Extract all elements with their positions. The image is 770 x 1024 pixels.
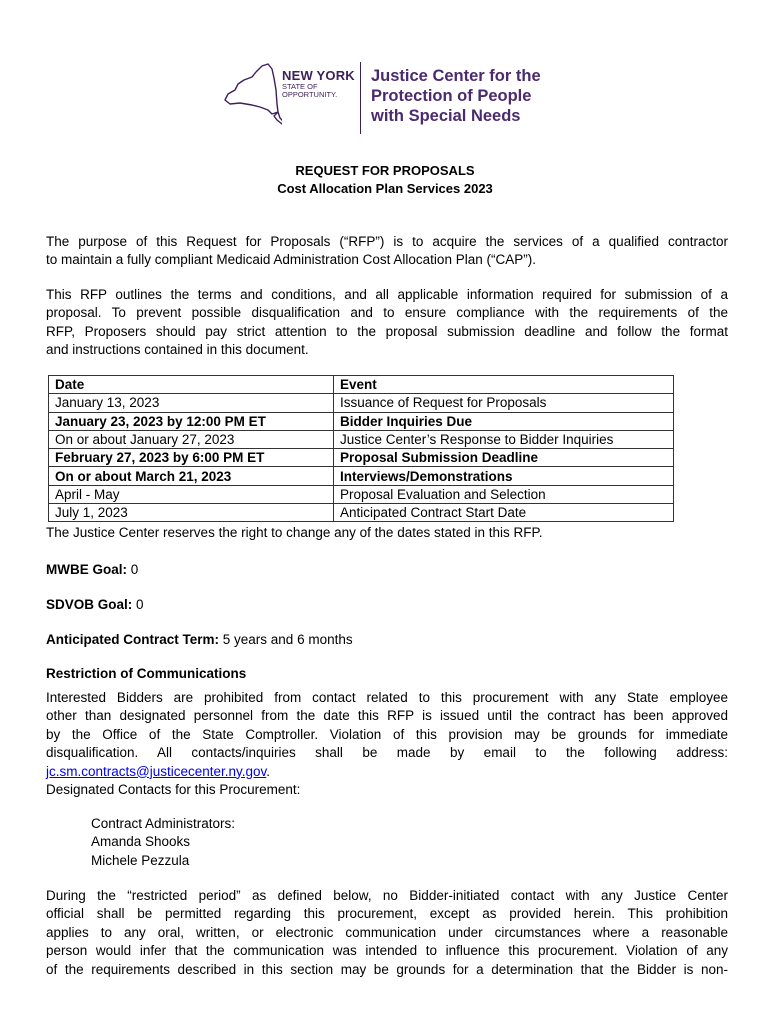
admin-name: Amanda Shooks [91,834,191,850]
mwbe-goal-label: MWBE Goal: [46,562,127,577]
ny-logo-name: NEW YORK [282,68,355,83]
justice-center-logo-text: Justice Center for the Protection of People with Special Needs [371,67,541,125]
table-cell-event: Proposal Submission Deadline [334,449,674,467]
contact-email-link[interactable]: jc.sm.contracts@justicecenter.ny.gov [46,763,267,779]
table-cell-date: January 23, 2023 by 12:00 PM ET [49,412,334,430]
mwbe-goal [46,562,138,577]
document-subtitle: Cost Allocation Plan Services 2023 [277,181,493,196]
restriction-paragraph: Interested Bidders are prohibited from contact related to this procurement with any State employee other than designated personnel from the date this RFP is issued until the contract has been approved by the Office of the State Comptroller. Violation of this provision may be grounds for immediate disqualification. All contacts/inquiries shall be made by email to the following address: jc.sm.contracts@justicecenter.ny.gov. Designated Contacts for this Procurement: [46,689,728,799]
header-logo [222,60,552,136]
table-cell-date: On or about March 21, 2023 [49,467,334,485]
restricted-period-paragraph: During the “restricted period” as defined below, no Bidder-initiated contact with any Justice Center official shall be permitted regarding this procurement, except as provided herein. This prohibition applies to any oral, written, or electronic communication under circumstances where a reasonable person would infer that the communication was intended to influence this procurement. Violation of any of the requirements described in this section may be grounds for a determination that the Bidder is non- [46,888,728,977]
table-header-row [49,376,674,394]
ny-logo-tagline: STATE OF OPPORTUNITY. [282,82,338,99]
mwbe-goal-value: 0 [127,562,139,577]
schedule-table [48,375,674,522]
table-row [49,467,674,485]
table-cell-event: Bidder Inquiries Due [334,412,674,430]
table-cell-event: Interviews/Demonstrations [334,467,674,485]
table-cell-date: February 27, 2023 by 6:00 PM ET [49,449,334,467]
restriction-heading: Restriction of Communications [46,666,247,681]
table-cell-date: On or about January 27, 2023 [49,430,334,448]
logo-divider [360,62,361,134]
purpose-paragraph: The purpose of this Request for Proposals (“RFP”) is to acquire the services of a qualified contractor to maintain a fully compliant Medicaid Administration Cost Allocation Plan (“CAP”). [46,234,728,268]
document-title: REQUEST FOR PROPOSALS [295,163,475,178]
table-cell-event: Justice Center’s Response to Bidder Inquiries [334,430,674,448]
outline-paragraph: This RFP outlines the terms and conditions, and all applicable information required for submission of a proposal. To prevent possible disqualification and to ensure compliance with the requirements of the RFP, Proposers should pay strict attention to the proposal submission deadline and follow the format and instructions contained in this document. [46,287,728,358]
table-cell-event: Anticipated Contract Start Date [334,504,674,522]
table-cell-date: July 1, 2023 [49,504,334,522]
designated-contacts-label: Designated Contacts for this Procurement: [46,782,301,798]
table-row [49,430,674,448]
contract-term-label: Anticipated Contract Term: [46,632,220,647]
contract-term-value: 5 years and 6 months [219,632,353,647]
contract-term [46,632,353,647]
contract-administrators [91,815,235,870]
table-row [49,412,674,430]
table-row [49,504,674,522]
table-cell-event: Issuance of Request for Proposals [334,394,674,412]
admin-name: Michele Pezzula [91,852,190,868]
sdvob-goal-value: 0 [132,597,144,612]
ny-state-outline-icon [222,60,282,136]
sdvob-goal-label: SDVOB Goal: [46,597,133,612]
schedule-note: The Justice Center reserves the right to change any of the dates stated in this RFP. [46,525,543,540]
table-cell-date: April - May [49,485,334,503]
table-row [49,449,674,467]
table-header-date: Date [49,376,334,394]
table-row [49,485,674,503]
table-row [49,394,674,412]
contract-administrators-label: Contract Administrators: [91,816,236,831]
table-header-event: Event [334,376,674,394]
sdvob-goal [46,597,144,612]
table-cell-event: Proposal Evaluation and Selection [334,485,674,503]
table-cell-date: January 13, 2023 [49,394,334,412]
